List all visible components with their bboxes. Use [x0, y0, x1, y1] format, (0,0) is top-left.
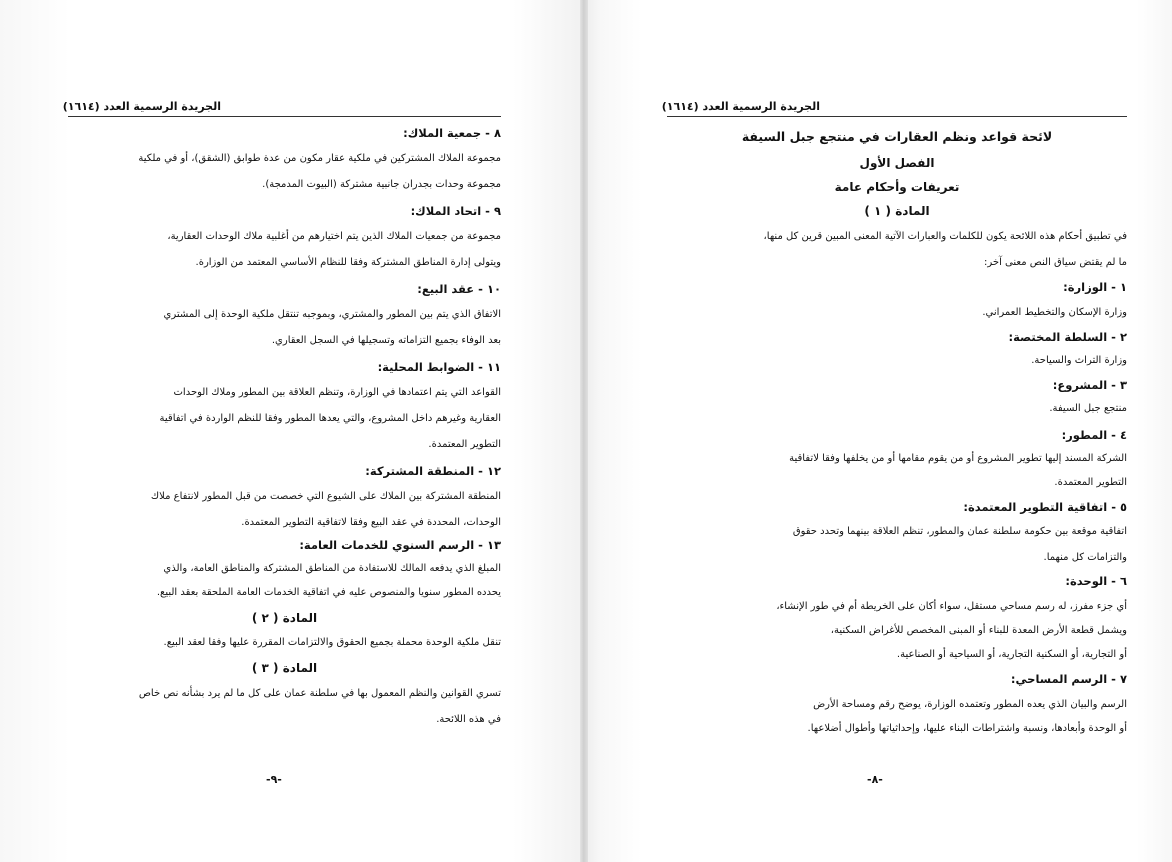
definition-text: التطوير المعتمدة. [428, 439, 501, 450]
definition-heading: ٨ - جمعية الملاك: [403, 126, 501, 140]
definition-text: الوحدات، المحددة في عقد البيع وفقا لاتفاقية التطوير المعتمدة. [241, 517, 501, 528]
article-heading: المادة ( ٣ ) [251, 661, 318, 675]
definition-text: أي جزء مفرز، له رسم مساحي مستقل، سواء أكان على الخريطة أم في طور الإنشاء، [776, 601, 1127, 612]
definition-text: ويشمل قطعة الأرض المعدة للبناء أو المبنى المخصص للأغراض السكنية، [830, 625, 1127, 636]
definition-text: القواعد التي يتم اعتمادها في الوزارة، وتنظم العلاقة بين المطور وملاك الوحدات [173, 387, 501, 398]
header-rule [68, 116, 501, 117]
definition-heading: ٥ - اتفاقية التطوير المعتمدة: [963, 500, 1127, 514]
article-heading: المادة ( ٢ ) [251, 611, 318, 625]
book-gutter [580, 0, 588, 862]
page-left-content [68, 126, 501, 746]
page-number: -٨- [867, 773, 883, 786]
definition-text: مجموعة من جمعيات الملاك الذين يتم اختيارهم من أغلبية ملاك الوحدات العقارية، [167, 231, 501, 242]
definition-heading: ٣ - المشروع: [1052, 378, 1127, 392]
definition-text: مجموعة وحدات بجدران جانبية مشتركة (البيوت المدمجة). [262, 179, 501, 190]
definition-heading: ٦ - الوحدة: [1065, 574, 1127, 588]
article-text: ما لم يقتض سياق النص معنى آخر: [984, 257, 1127, 268]
article-heading: المادة ( ١ ) [864, 204, 930, 218]
page-right [583, 0, 1172, 862]
document-title: لائحة قواعد ونظم العقارات في منتجع جبل السيفة [741, 129, 1053, 144]
definition-text: وزارة التراث والسياحة. [1031, 355, 1127, 366]
definition-heading: ٧ - الرسم المساحي: [1010, 672, 1127, 686]
running-header: الجريدة الرسمية العدد (١٦١٤) [661, 100, 820, 113]
article-text: في هذه اللائحة. [436, 714, 501, 725]
definition-text: والتزامات كل منهما. [1043, 552, 1127, 563]
definition-text: الرسم والبيان الذي يعده المطور وتعتمده الوزارة، يوضح رقم ومساحة الأرض [813, 699, 1127, 710]
definition-text: أو التجارية، أو السكنية التجارية، أو السياحية أو الصناعية. [896, 649, 1127, 660]
definition-heading: ١٠ - عقد البيع: [417, 282, 501, 296]
definition-text: الشركة المسند إليها تطوير المشروع أو من يقوم مقامها أو من يخلفها وفقا لاتفاقية [789, 453, 1127, 464]
definition-text: الاتفاق الذي يتم بين المطور والمشتري، وبموجبه تنتقل ملكية الوحدة إلى المشتري [163, 309, 501, 320]
running-header: الجريدة الرسمية العدد (١٦١٤) [62, 100, 221, 113]
definition-text: المنطقة المشتركة بين الملاك على الشيوع التي خصصت من قبل المطور لانتفاع ملاك [150, 491, 501, 502]
definition-text: التطوير المعتمدة. [1054, 477, 1127, 488]
definition-heading: ١٢ - المنطقة المشتركة: [365, 464, 501, 478]
page-right-content [667, 126, 1127, 746]
definition-text: مجموعة الملاك المشتركين في ملكية عقار مكون من عدة طوابق (الشقق)، أو في ملكية [138, 153, 501, 164]
article-text: في تطبيق أحكام هذه اللائحة يكون للكلمات والعبارات الآتية المعنى المبين قرين كل منها، [763, 231, 1127, 242]
page-left [0, 0, 583, 862]
definition-text: اتفاقية موقعة بين حكومة سلطنة عمان والمطور، تنظم العلاقة بينهما وتحدد حقوق [792, 526, 1127, 537]
definition-text: منتجع جبل السيفة. [1049, 403, 1127, 414]
header-rule [667, 116, 1127, 117]
definition-text: وزارة الإسكان والتخطيط العمراني. [982, 307, 1127, 318]
definition-text: المبلغ الذي يدفعه المالك للاستفادة من المناطق المشتركة والمناطق العامة، والذي [163, 563, 501, 574]
definition-text: بعد الوفاء بجميع التزاماته وتسجيلها في السجل العقاري. [271, 335, 501, 346]
chapter-heading: الفصل الأول [859, 156, 935, 170]
definition-heading: ٤ - المطور: [1061, 428, 1127, 442]
article-text: تسري القوانين والنظم المعمول بها في سلطنة عمان على كل ما لم يرد بشأنه نص خاص [138, 688, 501, 699]
definition-heading: ١١ - الضوابط المحلية: [377, 360, 501, 374]
definition-text: العقارية وغيرهم داخل المشروع، والتي يعدها المطور وفقا للنظم الواردة في اتفاقية [159, 413, 501, 424]
definition-heading: ٢ - السلطة المختصة: [1008, 330, 1127, 344]
definition-text: يحدده المطور سنويا والمنصوص عليه في اتفاقية الخدمات العامة الملحقة بعقد البيع. [156, 587, 501, 598]
definition-heading: ١٣ - الرسم السنوي للخدمات العامة: [299, 538, 501, 552]
definition-text: ويتولى إدارة المناطق المشتركة وفقا للنظام الأساسي المعتمد من الوزارة. [195, 257, 501, 268]
definition-heading: ١ - الوزارة: [1063, 280, 1127, 294]
definition-text: أو الوحدة وأبعادها، ونسبة واشتراطات البناء عليها، وإحداثياتها وأطوال أضلاعها. [807, 723, 1127, 734]
section-subtitle: تعريفات وأحكام عامة [834, 180, 960, 194]
definition-heading: ٩ - اتحاد الملاك: [410, 204, 501, 218]
page-number: -٩- [266, 773, 282, 786]
article-text: تنقل ملكية الوحدة محملة بجميع الحقوق والالتزامات المقررة عليها وفقا لعقد البيع. [163, 637, 501, 648]
